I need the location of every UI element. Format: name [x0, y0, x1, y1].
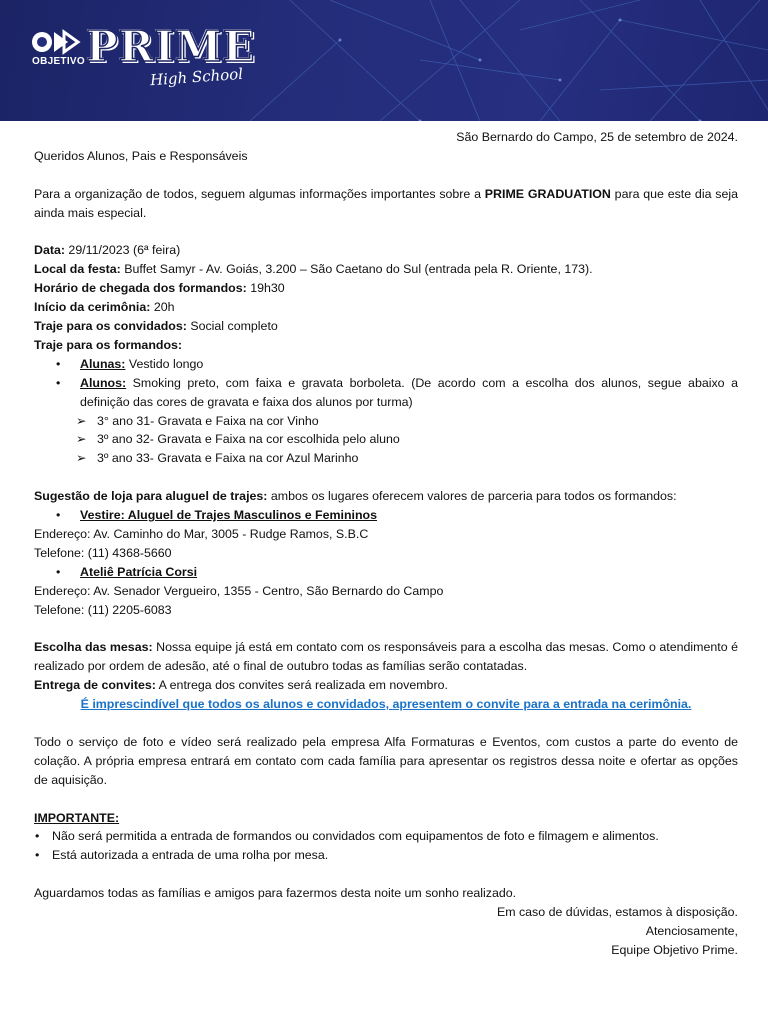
info-inicio: Início da cerimônia: 20h: [34, 300, 175, 315]
list-item-alunos: • Alunos: Smoking preto, com faixa e gravata borboleta. (De acordo com a escolha dos alunos, segue abaixo a definição das cores de gravata e faixa dos alunos por turma): [56, 375, 738, 409]
closing-line: Aguardamos todas as famílias e amigos para fazermos desta noite um sonho realizado.: [34, 886, 517, 901]
info-traje-formandos: Traje para os formandos:: [34, 337, 183, 352]
date-line: São Bernardo do Campo, 25 de setembro de 2024.: [456, 130, 738, 144]
sugestao-loja: Sugestão de loja para aluguel de trajes: ambos os lugares oferecem valores de parceria para todos os formandos:: [34, 489, 677, 504]
foto-video-paragraph: Todo o serviço de foto e vídeo será realizado pela empresa Alfa Formaturas e Eventos, com custos a parte do evento de colação. A própria empresa entrará em contato com cada família para apresentar os registros dessa noite e ofertar as opções de aquisição.: [34, 734, 738, 787]
intro-paragraph: Para a organização de todos, seguem algumas informações importantes sobre a PRIME GRADUATION para que este dia seja ainda mais especial.: [34, 186, 738, 220]
logo-prime-text: PRIME: [86, 22, 256, 71]
importante-item: • Não será permitida a entrada de formandos ou convidados com equipamentos de foto e filmagem e alimentos.: [35, 829, 659, 844]
loja-1-endereco: Endereço: Av. Caminho do Mar, 3005 - Rudge Ramos, S.B.C: [34, 526, 369, 541]
loja-2-endereco: Endereço: Av. Senador Vergueiro, 1355 - Centro, São Bernardo do Campo: [34, 583, 444, 598]
turma-item: ➢ 3° ano 31- Gravata e Faixa na cor Vinho: [34, 412, 738, 431]
greeting: Queridos Alunos, Pais e Responsáveis: [34, 148, 248, 163]
letter-body: [34, 128, 738, 960]
loja-2-telefone: Telefone: (11) 2205-6083: [34, 602, 172, 617]
convite-notice: É imprescindível que todos os alunos e convidados, apresentem o convite para a entrada na cerimônia.: [80, 697, 692, 712]
info-local: Local da festa: Buffet Samyr - Av. Goiás, 3.200 – São Caetano do Sul (entrada pela R. Oriente, 173).: [34, 262, 593, 277]
loja-1-telefone: Telefone: (11) 4368-5660: [34, 545, 172, 560]
entrega-convites: Entrega de convites: A entrega dos convites será realizada em novembro.: [34, 678, 448, 693]
info-traje-convidados: Traje para os convidados: Social completo: [34, 319, 278, 334]
arrow-bullet-icon: ➢: [76, 432, 87, 447]
importante-heading: IMPORTANTE:: [34, 810, 120, 825]
arrow-bullet-icon: ➢: [76, 413, 87, 428]
logo-objetivo-text: OBJETIVO: [32, 56, 85, 67]
signature-line: Equipe Objetivo Prime.: [611, 942, 738, 957]
arrow-bullet-icon: ➢: [76, 451, 87, 466]
objetivo-symbol-icon: [30, 28, 84, 58]
importante-item: • Está autorizada a entrada de uma rolha por mesa.: [35, 848, 329, 863]
duvidas-line: Em caso de dúvidas, estamos à disposição.: [496, 905, 738, 920]
list-item-alunas: • Alunas: Vestido longo: [56, 356, 204, 371]
prime-logo: [30, 24, 260, 104]
logo-highschool-text: High School: [149, 64, 244, 90]
turma-item: ➢ 3º ano 33- Gravata e Faixa na cor Azul Marinho: [34, 449, 738, 468]
info-data: Data: 29/11/2023 (6ª feira): [34, 243, 181, 258]
info-chegada: Horário de chegada dos formandos: 19h30: [34, 281, 285, 296]
atenciosamente-line: Atenciosamente,: [645, 923, 738, 938]
header-banner: [0, 0, 768, 121]
loja-2-name: • Ateliê Patrícia Corsi: [56, 564, 198, 579]
loja-1-name: • Vestire: Aluguel de Trajes Masculinos e Femininos: [56, 508, 378, 523]
turma-item: ➢ 3º ano 32- Gravata e Faixa na cor escolhida pelo aluno: [34, 430, 738, 449]
escolha-mesas: Escolha das mesas: Nossa equipe já está em contato com os responsáveis para a escolha das mesas. Como o atendimento é realizado por ordem de adesão, até o final de outubro todas as famílias serão contatadas.: [34, 640, 738, 674]
